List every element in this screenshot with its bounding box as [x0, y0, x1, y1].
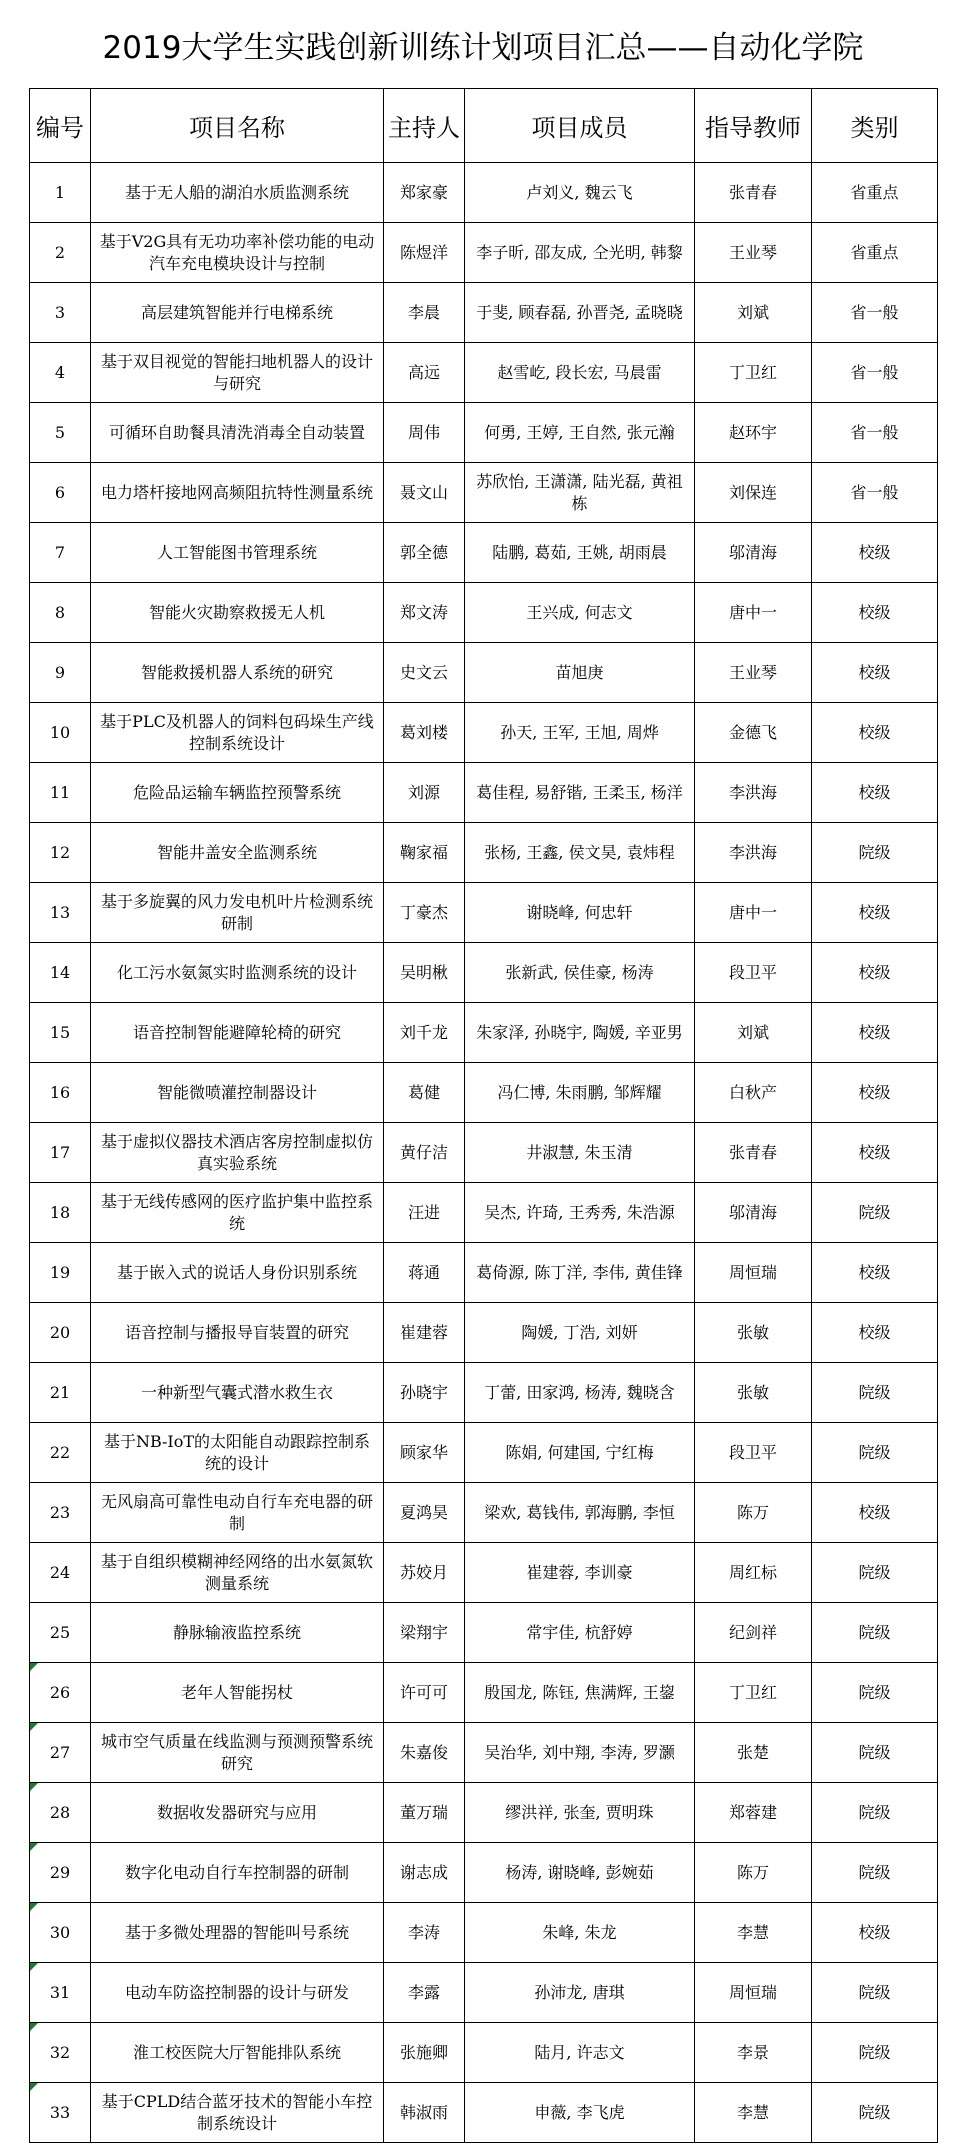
cell-members: 杨涛, 谢晓峰, 彭婉茹 — [465, 1843, 695, 1903]
cell-category: 省一般 — [812, 463, 938, 523]
cell-leader: 李涛 — [384, 1903, 465, 1963]
cell-advisor: 张青春 — [695, 163, 812, 223]
cell-advisor: 李景 — [695, 2023, 812, 2083]
cell-members: 卢刘义, 魏云飞 — [465, 163, 695, 223]
table-row — [30, 883, 938, 943]
cell-name: 基于无人船的湖泊水质监测系统 — [91, 163, 384, 223]
table-row — [30, 703, 938, 763]
table-row — [30, 763, 938, 823]
cell-no: 12 — [30, 823, 91, 883]
cell-leader: 蒋通 — [384, 1243, 465, 1303]
table-row — [30, 2023, 938, 2083]
header-row — [30, 89, 938, 163]
cell-advisor: 唐中一 — [695, 583, 812, 643]
cell-no: 20 — [30, 1303, 91, 1363]
cell-leader: 孙晓宇 — [384, 1363, 465, 1423]
cell-members: 缪洪祥, 张奎, 贾明珠 — [465, 1783, 695, 1843]
cell-advisor: 金德飞 — [695, 703, 812, 763]
cell-name: 一种新型气囊式潜水救生衣 — [91, 1363, 384, 1423]
cell-advisor: 丁卫红 — [695, 1663, 812, 1723]
cell-category: 校级 — [812, 523, 938, 583]
cell-category: 校级 — [812, 1243, 938, 1303]
cell-name: 智能火灾勘察救援无人机 — [91, 583, 384, 643]
cell-members: 申薇, 李飞虎 — [465, 2083, 695, 2143]
table-row — [30, 1303, 938, 1363]
cell-advisor: 郑蓉建 — [695, 1783, 812, 1843]
table-row — [30, 223, 938, 283]
cell-no: 26 — [30, 1663, 91, 1723]
cell-name: 淮工校医院大厅智能排队系统 — [91, 2023, 384, 2083]
table-row — [30, 1903, 938, 1963]
cell-name: 基于NB-IoT的太阳能自动跟踪控制系统的设计 — [91, 1423, 384, 1483]
cell-members: 朱峰, 朱龙 — [465, 1903, 695, 1963]
cell-members: 张杨, 王鑫, 侯文昊, 袁炜程 — [465, 823, 695, 883]
cell-no: 19 — [30, 1243, 91, 1303]
cell-members: 何勇, 王婷, 王自然, 张元瀚 — [465, 403, 695, 463]
cell-members: 谢晓峰, 何忠轩 — [465, 883, 695, 943]
cell-no: 5 — [30, 403, 91, 463]
cell-no: 9 — [30, 643, 91, 703]
cell-leader: 葛健 — [384, 1063, 465, 1123]
cell-members: 苏欣怡, 王潇潇, 陆光磊, 黄祖栋 — [465, 463, 695, 523]
table-row — [30, 583, 938, 643]
cell-no: 1 — [30, 163, 91, 223]
cell-name: 危险品运输车辆监控预警系统 — [91, 763, 384, 823]
cell-members: 吴治华, 刘中翔, 李涛, 罗灏 — [465, 1723, 695, 1783]
cell-category: 校级 — [812, 583, 938, 643]
cell-no: 4 — [30, 343, 91, 403]
cell-members: 张新武, 侯佳豪, 杨涛 — [465, 943, 695, 1003]
cell-leader: 汪进 — [384, 1183, 465, 1243]
table-row — [30, 2083, 938, 2143]
cell-advisor: 段卫平 — [695, 943, 812, 1003]
table-row — [30, 643, 938, 703]
table-row — [30, 1063, 938, 1123]
cell-category: 省重点 — [812, 223, 938, 283]
cell-members: 王兴成, 何志文 — [465, 583, 695, 643]
cell-leader: 李晨 — [384, 283, 465, 343]
cell-leader: 聂文山 — [384, 463, 465, 523]
cell-name: 语音控制与播报导盲装置的研究 — [91, 1303, 384, 1363]
cell-leader: 许可可 — [384, 1663, 465, 1723]
cell-advisor: 张楚 — [695, 1723, 812, 1783]
cell-leader: 李露 — [384, 1963, 465, 2023]
cell-leader: 刘千龙 — [384, 1003, 465, 1063]
cell-no: 18 — [30, 1183, 91, 1243]
cell-name: 语音控制智能避障轮椅的研究 — [91, 1003, 384, 1063]
table-row — [30, 1603, 938, 1663]
cell-advisor: 刘斌 — [695, 283, 812, 343]
cell-category: 校级 — [812, 1303, 938, 1363]
cell-members: 梁欢, 葛钱伟, 郭海鹏, 李恒 — [465, 1483, 695, 1543]
cell-members: 李子昕, 邵友成, 仝光明, 韩黎 — [465, 223, 695, 283]
cell-name: 静脉输液监控系统 — [91, 1603, 384, 1663]
cell-category: 省一般 — [812, 403, 938, 463]
cell-members: 于斐, 顾春磊, 孙晋尧, 孟晓晓 — [465, 283, 695, 343]
cell-name: 无风扇高可靠性电动自行车充电器的研制 — [91, 1483, 384, 1543]
cell-name: 基于无线传感网的医疗监护集中监控系统 — [91, 1183, 384, 1243]
cell-members: 丁蕾, 田家鸿, 杨涛, 魏晓含 — [465, 1363, 695, 1423]
cell-leader: 黄仔洁 — [384, 1123, 465, 1183]
cell-name: 高层建筑智能并行电梯系统 — [91, 283, 384, 343]
cell-leader: 周伟 — [384, 403, 465, 463]
cell-name: 基于CPLD结合蓝牙技术的智能小车控制系统设计 — [91, 2083, 384, 2143]
cell-advisor: 赵环宇 — [695, 403, 812, 463]
cell-name: 基于虚拟仪器技术酒店客房控制虚拟仿真实验系统 — [91, 1123, 384, 1183]
cell-members: 朱家泽, 孙晓宇, 陶媛, 辛亚男 — [465, 1003, 695, 1063]
cell-members: 孙天, 王军, 王旭, 周烨 — [465, 703, 695, 763]
header-category: 类别 — [812, 89, 938, 163]
cell-leader: 苏姣月 — [384, 1543, 465, 1603]
cell-category: 校级 — [812, 643, 938, 703]
cell-no: 24 — [30, 1543, 91, 1603]
cell-category: 院级 — [812, 1603, 938, 1663]
cell-category: 院级 — [812, 2083, 938, 2143]
cell-category: 院级 — [812, 1783, 938, 1843]
cell-no: 33 — [30, 2083, 91, 2143]
cell-category: 校级 — [812, 883, 938, 943]
cell-name: 智能救援机器人系统的研究 — [91, 643, 384, 703]
cell-members: 冯仁博, 朱雨鹏, 邹辉耀 — [465, 1063, 695, 1123]
cell-members: 崔建蓉, 李训豪 — [465, 1543, 695, 1603]
header-leader: 主持人 — [384, 89, 465, 163]
cell-no: 2 — [30, 223, 91, 283]
cell-leader: 夏鸿昊 — [384, 1483, 465, 1543]
cell-name: 基于多微处理器的智能叫号系统 — [91, 1903, 384, 1963]
cell-leader: 郑文涛 — [384, 583, 465, 643]
cell-category: 院级 — [812, 1363, 938, 1423]
cell-name: 电动车防盗控制器的设计与研发 — [91, 1963, 384, 2023]
cell-leader: 朱嘉俊 — [384, 1723, 465, 1783]
cell-leader: 郭全德 — [384, 523, 465, 583]
cell-leader: 崔建蓉 — [384, 1303, 465, 1363]
project-table — [29, 88, 938, 2143]
cell-no: 23 — [30, 1483, 91, 1543]
cell-advisor: 周恒瑞 — [695, 1963, 812, 2023]
cell-leader: 郑家豪 — [384, 163, 465, 223]
cell-name: 数字化电动自行车控制器的研制 — [91, 1843, 384, 1903]
cell-no: 25 — [30, 1603, 91, 1663]
table-row — [30, 283, 938, 343]
cell-members: 孙沛龙, 唐琪 — [465, 1963, 695, 2023]
table-row — [30, 1723, 938, 1783]
cell-name: 城市空气质量在线监测与预测预警系统研究 — [91, 1723, 384, 1783]
cell-members: 陶媛, 丁浩, 刘妍 — [465, 1303, 695, 1363]
table-row — [30, 1843, 938, 1903]
table-row — [30, 163, 938, 223]
cell-category: 院级 — [812, 1963, 938, 2023]
cell-no: 27 — [30, 1723, 91, 1783]
cell-leader: 刘源 — [384, 763, 465, 823]
cell-no: 10 — [30, 703, 91, 763]
table-row — [30, 1783, 938, 1843]
cell-no: 8 — [30, 583, 91, 643]
cell-no: 15 — [30, 1003, 91, 1063]
cell-category: 院级 — [812, 1723, 938, 1783]
cell-leader: 吴明楸 — [384, 943, 465, 1003]
cell-no: 28 — [30, 1783, 91, 1843]
cell-name: 电力塔杆接地网高频阻抗特性测量系统 — [91, 463, 384, 523]
cell-name: 老年人智能拐杖 — [91, 1663, 384, 1723]
cell-members: 井淑慧, 朱玉清 — [465, 1123, 695, 1183]
cell-members: 吴杰, 许琦, 王秀秀, 朱浩源 — [465, 1183, 695, 1243]
cell-members: 苗旭庚 — [465, 643, 695, 703]
cell-advisor: 陈万 — [695, 1843, 812, 1903]
cell-name: 数据收发器研究与应用 — [91, 1783, 384, 1843]
cell-leader: 葛刘楼 — [384, 703, 465, 763]
table-row — [30, 943, 938, 1003]
header-name: 项目名称 — [91, 89, 384, 163]
cell-members: 殷国龙, 陈钰, 焦满辉, 王鋆 — [465, 1663, 695, 1723]
table-row — [30, 1423, 938, 1483]
cell-category: 校级 — [812, 1063, 938, 1123]
cell-category: 校级 — [812, 763, 938, 823]
cell-category: 院级 — [812, 1663, 938, 1723]
header-advisor: 指导教师 — [695, 89, 812, 163]
cell-advisor: 邬清海 — [695, 523, 812, 583]
table-row — [30, 1243, 938, 1303]
cell-category: 省一般 — [812, 283, 938, 343]
cell-advisor: 李洪海 — [695, 763, 812, 823]
table-row — [30, 1123, 938, 1183]
cell-leader: 丁豪杰 — [384, 883, 465, 943]
cell-leader: 顾家华 — [384, 1423, 465, 1483]
cell-advisor: 李慧 — [695, 1903, 812, 1963]
table-row — [30, 403, 938, 463]
cell-category: 院级 — [812, 2023, 938, 2083]
cell-no: 11 — [30, 763, 91, 823]
cell-category: 省一般 — [812, 343, 938, 403]
cell-members: 陆鹏, 葛茹, 王姚, 胡雨晨 — [465, 523, 695, 583]
cell-members: 陆月, 许志文 — [465, 2023, 695, 2083]
table-row — [30, 823, 938, 883]
cell-category: 院级 — [812, 1843, 938, 1903]
table-row — [30, 1363, 938, 1423]
cell-no: 22 — [30, 1423, 91, 1483]
cell-advisor: 唐中一 — [695, 883, 812, 943]
cell-leader: 鞠家福 — [384, 823, 465, 883]
table-row — [30, 1543, 938, 1603]
cell-advisor: 白秋产 — [695, 1063, 812, 1123]
cell-name: 化工污水氨氮实时监测系统的设计 — [91, 943, 384, 1003]
cell-category: 校级 — [812, 1003, 938, 1063]
cell-name: 智能井盖安全监测系统 — [91, 823, 384, 883]
cell-no: 14 — [30, 943, 91, 1003]
cell-members: 葛佳程, 易舒锴, 王柔玉, 杨洋 — [465, 763, 695, 823]
cell-no: 31 — [30, 1963, 91, 2023]
table-row — [30, 1663, 938, 1723]
cell-advisor: 陈万 — [695, 1483, 812, 1543]
cell-no: 30 — [30, 1903, 91, 1963]
cell-no: 29 — [30, 1843, 91, 1903]
cell-leader: 史文云 — [384, 643, 465, 703]
cell-no: 7 — [30, 523, 91, 583]
cell-category: 校级 — [812, 1903, 938, 1963]
table-row — [30, 1483, 938, 1543]
table-row — [30, 1963, 938, 2023]
cell-name: 基于V2G具有无功功率补偿功能的电动汽车充电模块设计与控制 — [91, 223, 384, 283]
cell-advisor: 丁卫红 — [695, 343, 812, 403]
cell-name: 智能微喷灌控制器设计 — [91, 1063, 384, 1123]
cell-advisor: 周红标 — [695, 1543, 812, 1603]
cell-advisor: 张敏 — [695, 1363, 812, 1423]
cell-advisor: 刘保连 — [695, 463, 812, 523]
cell-category: 校级 — [812, 943, 938, 1003]
cell-leader: 谢志成 — [384, 1843, 465, 1903]
cell-category: 校级 — [812, 1123, 938, 1183]
page-title: 2019大学生实践创新训练计划项目汇总——自动化学院 — [102, 30, 864, 66]
cell-members: 陈娟, 何建国, 宁红梅 — [465, 1423, 695, 1483]
header-no: 编号 — [30, 89, 91, 163]
cell-name: 基于双目视觉的智能扫地机器人的设计与研究 — [91, 343, 384, 403]
cell-advisor: 刘斌 — [695, 1003, 812, 1063]
header-members: 项目成员 — [465, 89, 695, 163]
cell-no: 16 — [30, 1063, 91, 1123]
cell-leader: 董万瑞 — [384, 1783, 465, 1843]
table-row — [30, 463, 938, 523]
cell-members: 常宇佳, 杭舒婷 — [465, 1603, 695, 1663]
cell-advisor: 张敏 — [695, 1303, 812, 1363]
cell-category: 省重点 — [812, 163, 938, 223]
cell-leader: 韩淑雨 — [384, 2083, 465, 2143]
cell-advisor: 王业琴 — [695, 643, 812, 703]
cell-advisor: 李慧 — [695, 2083, 812, 2143]
cell-advisor: 段卫平 — [695, 1423, 812, 1483]
cell-name: 可循环自助餐具清洗消毒全自动装置 — [91, 403, 384, 463]
cell-advisor: 纪剑祥 — [695, 1603, 812, 1663]
cell-leader: 梁翔宇 — [384, 1603, 465, 1663]
cell-name: 人工智能图书管理系统 — [91, 523, 384, 583]
table-row — [30, 343, 938, 403]
cell-no: 32 — [30, 2023, 91, 2083]
cell-members: 赵雪屹, 段长宏, 马晨雷 — [465, 343, 695, 403]
table-row — [30, 1003, 938, 1063]
cell-advisor: 周恒瑞 — [695, 1243, 812, 1303]
cell-no: 21 — [30, 1363, 91, 1423]
cell-advisor: 邬清海 — [695, 1183, 812, 1243]
cell-category: 院级 — [812, 823, 938, 883]
cell-members: 葛倚源, 陈丁洋, 李伟, 黄佳锋 — [465, 1243, 695, 1303]
cell-leader: 高远 — [384, 343, 465, 403]
cell-category: 院级 — [812, 1423, 938, 1483]
cell-name: 基于PLC及机器人的饲料包码垛生产线控制系统设计 — [91, 703, 384, 763]
cell-category: 院级 — [812, 1183, 938, 1243]
cell-no: 6 — [30, 463, 91, 523]
cell-name: 基于自组织模糊神经网络的出水氨氮软测量系统 — [91, 1543, 384, 1603]
cell-no: 17 — [30, 1123, 91, 1183]
table-row — [30, 523, 938, 583]
cell-no: 3 — [30, 283, 91, 343]
cell-leader: 张施卿 — [384, 2023, 465, 2083]
cell-advisor: 张青春 — [695, 1123, 812, 1183]
cell-advisor: 王业琴 — [695, 223, 812, 283]
cell-no: 13 — [30, 883, 91, 943]
cell-category: 校级 — [812, 703, 938, 763]
cell-category: 院级 — [812, 1543, 938, 1603]
cell-leader: 陈煜洋 — [384, 223, 465, 283]
cell-name: 基于嵌入式的说话人身份识别系统 — [91, 1243, 384, 1303]
cell-advisor: 李洪海 — [695, 823, 812, 883]
cell-name: 基于多旋翼的风力发电机叶片检测系统研制 — [91, 883, 384, 943]
cell-category: 校级 — [812, 1483, 938, 1543]
table-row — [30, 1183, 938, 1243]
